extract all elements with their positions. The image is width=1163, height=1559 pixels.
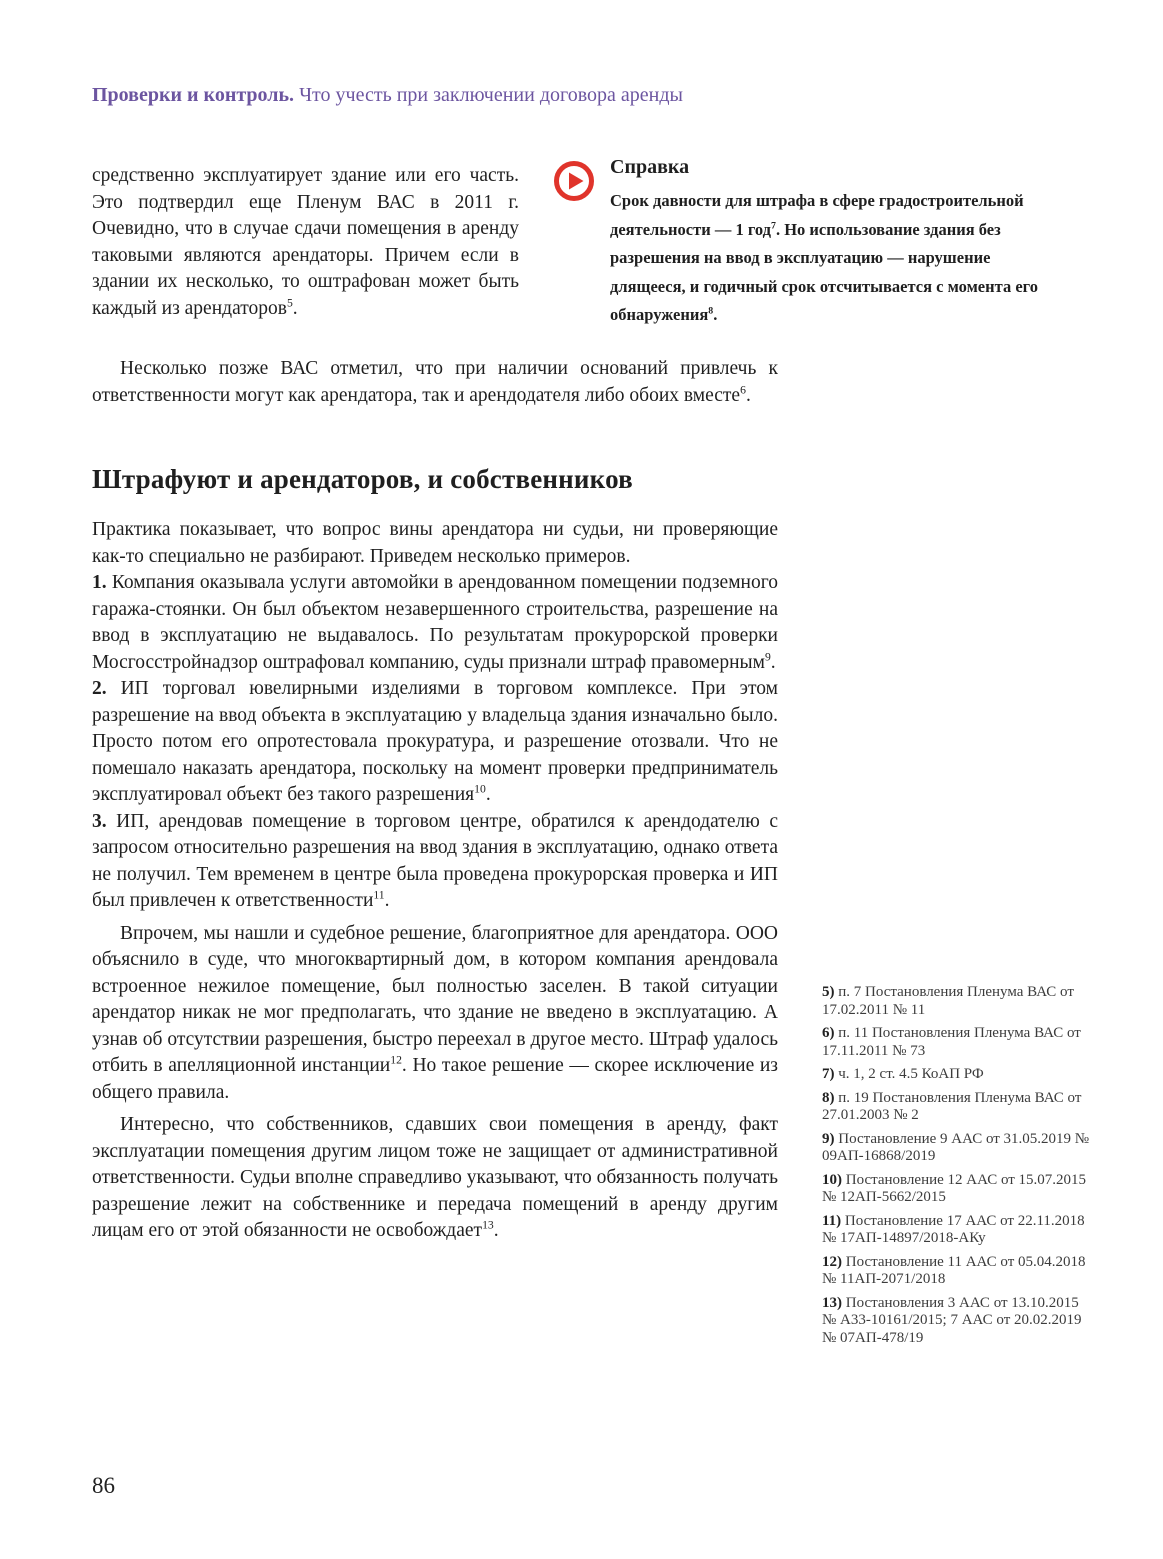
footnote-text: ч. 1, 2 ст. 4.5 КоАП РФ: [838, 1066, 984, 1082]
footnote-number: 8): [822, 1089, 835, 1106]
footnote-number: 9): [822, 1130, 835, 1147]
footnote-number: 13): [822, 1294, 842, 1311]
reference-body: Срок давности для штрафа в сфере градостроительной деятельности — 1 год$^7$. Но использование здания без разрешения на ввод в эксплуатацию — нарушение длящееся, и годичный срок отсчитывается с момента его обнаружения$^8$.: [610, 191, 1038, 324]
reference-box: [553, 156, 1065, 330]
footnote-item-8: [822, 1090, 1090, 1125]
paragraph-continuation: Несколько позже ВАС отметил, что при наличии оснований привлечь к ответственности могут как арендатора, так и арендодателя либо обоих вместе$^6$.: [92, 358, 778, 406]
footnote-text: п. 11 Постановления Пленума ВАС от 17.11.2011 № 73: [822, 1025, 1081, 1059]
footnote-item-13: [822, 1295, 1090, 1348]
article-title: Что учесть при заключении договора аренды: [294, 84, 683, 106]
play-icon: [553, 160, 595, 202]
footnote-item-12: [822, 1254, 1090, 1289]
footnote-number: 11): [822, 1212, 842, 1229]
footnote-number: 12): [822, 1253, 842, 1270]
body-paragraph-example-1: 1. Компания оказывала услуги автомойки в арендованном помещении подземного гаража-стоянки. Он был объектом незавершенного строительства, разрешение на ввод в эксплуатацию не выдавалось. По результатам прокурорской проверки Мосгосстройнадзор оштрафовал компанию, суды признали штраф правомерным$^9$.: [92, 572, 778, 673]
body-paragraph: Впрочем, мы нашли и судебное решение, благоприятное для арендатора. ООО объяснило в суде, что многоквартирный дом, в котором компания арендовала встроенное нежилое помещение, был полностью заселен. В такой ситуации арендатор никак не мог предполагать, что здание не введено в эксплуатацию. А узнав об отсутствии разрешения, быстро переехал в другое место. Штраф удалось отбить в апелляционной инстанции$^{12}$. Но такое решение — скорее исключение из общего правила.: [92, 922, 779, 1103]
footnote-item-10: [822, 1172, 1090, 1207]
body-paragraph-example-2: 2. ИП торговал ювелирными изделиями в торговом комплексе. При этом разрешение на ввод объекта в эксплуатацию у владельца здания изначально было. Просто потом его опротестовала прокуратура, и разрешение отозвали. Что не помешало наказать арендатора, поскольку на момент проверки предприниматель эксплуатировал объект без такого разрешения$^{10}$.: [92, 678, 778, 805]
footnote-text: Постановления 3 ААС от 13.10.2015 № А33-10161/2015; 7 ААС от 20.02.2019 № 07АП-478/19: [822, 1294, 1082, 1346]
body-paragraph: Интересно, что собственников, сдавших свои помещения в аренду, факт эксплуатации помещения другим лицом тоже не защищает от административной ответственности. Судьи вполне справедливо указывают, что обязанность получать разрешение лежит на собственнике и передача помещений в аренду другим лицам его от этой обязанности не освобождает$^{13}$.: [92, 1114, 778, 1241]
footnote-text: Постановление 9 ААС от 31.05.2019 № 09АП-16868/2019: [822, 1130, 1090, 1164]
footnote-text: п. 7 Постановления Пленума ВАС от 17.02.2011 № 11: [822, 984, 1074, 1018]
footnote-item-6: [822, 1025, 1090, 1060]
footnote-number: 10): [822, 1171, 842, 1188]
footnote-item-5: [822, 984, 1090, 1019]
footnote-number: 5): [822, 984, 835, 1000]
footnote-text: Постановление 12 ААС от 15.07.2015 № 12АП-5662/2015: [822, 1171, 1087, 1205]
footnote-item-7: [822, 1066, 1090, 1084]
footnote-text: Постановление 11 ААС от 05.04.2018 № 11АП-2071/2018: [822, 1253, 1086, 1287]
running-head: [92, 84, 683, 107]
body-paragraph-example-3: 3. ИП, арендовав помещение в торговом центре, обратился к арендодателю с запросом относительно разрешения на ввод здания в эксплуатацию, однако ответа не получил. Тем временем в центре была проведена прокурорская проверка и ИП был привлечен к ответственности$^{11}$.: [92, 810, 778, 911]
footnote-number: 6): [822, 1025, 835, 1041]
footnote-text: Постановление 17 ААС от 22.11.2018 № 17АП-14897/2018-АКу: [822, 1212, 1085, 1246]
footnotes: [822, 984, 1090, 1353]
reference-content: [610, 156, 1065, 330]
reference-title: Справка: [610, 156, 690, 178]
body-paragraph: Практика показывает, что вопрос вины арендатора ни судьи, ни проверяющие как-то специально не разбирают. Приведем несколько примеров.: [92, 519, 778, 567]
intro-paragraph: средственно эксплуатирует здание или его часть. Это подтвердил еще Пленум ВАС в 2011 г. Очевидно, что в случае сдачи помещения в аренду таковыми являются арендаторы. Причем если в здании их несколько, то оштрафован может быть каждый из арендаторов$^5$.: [92, 165, 519, 319]
section-heading: Штрафуют и арендаторов, и собственников: [92, 464, 633, 494]
page-number: 86: [92, 1473, 115, 1498]
footnote-item-9: [822, 1131, 1090, 1166]
footnote-text: п. 19 Постановления Пленума ВАС от 27.01.2003 № 2: [822, 1089, 1082, 1123]
footnote-number: 7): [822, 1066, 835, 1082]
rubric-label: Проверки и контроль.: [92, 84, 295, 106]
article-body: [92, 517, 778, 1245]
footnote-item-11: [822, 1213, 1090, 1248]
